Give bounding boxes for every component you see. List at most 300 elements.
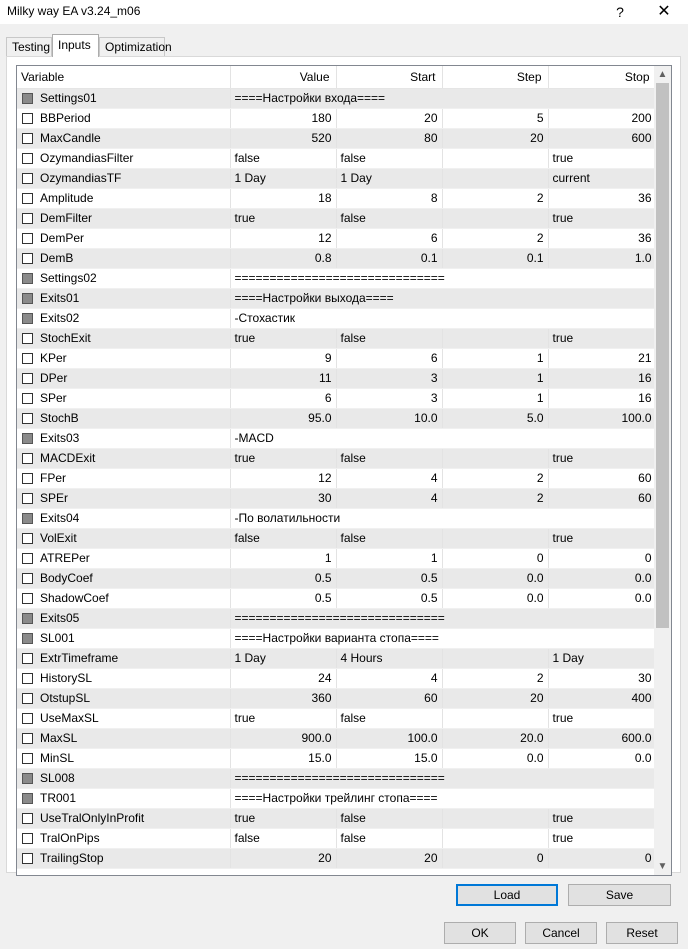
stop-cell[interactable]: 0.0 [548,588,656,608]
value-cell[interactable]: 1 [230,548,336,568]
variable-name: TralOnPips [40,831,100,845]
cancel-button[interactable]: Cancel [525,922,597,944]
variable-cell[interactable] [17,268,230,288]
variable-cell[interactable] [17,468,230,488]
step-cell[interactable]: 5.0 [442,408,548,428]
table-row[interactable] [17,628,656,648]
variable-cell[interactable] [17,688,230,708]
variable-cell[interactable] [17,248,230,268]
variable-cell[interactable] [17,568,230,588]
variable-name: Exits05 [40,611,80,625]
optimize-checkbox[interactable] [22,193,33,204]
start-cell[interactable]: 4 Hours [336,648,442,668]
variable-cell[interactable] [17,508,230,528]
value-cell[interactable]: 6 [230,388,336,408]
optimize-checkbox [22,433,33,444]
value-cell[interactable]: -По волатильности [230,508,656,528]
variable-name: StochB [40,411,79,425]
stop-cell[interactable]: true [548,708,656,728]
table-body [17,88,656,868]
variable-cell[interactable] [17,388,230,408]
stop-cell[interactable]: 16 [548,368,656,388]
variable-cell[interactable] [17,128,230,148]
table-row[interactable] [17,508,656,528]
table-row[interactable] [17,688,656,708]
optimize-checkbox[interactable] [22,333,33,344]
table-row[interactable] [17,728,656,748]
value-cell[interactable]: 9 [230,348,336,368]
variable-name: DemPer [40,231,85,245]
start-cell[interactable]: 4 [336,488,442,508]
stop-cell[interactable]: 16 [548,388,656,408]
value-cell[interactable]: 11 [230,368,336,388]
variable-name: OzymandiasTF [40,171,122,185]
start-cell[interactable]: 3 [336,368,442,388]
table-row[interactable] [17,608,656,628]
variable-cell[interactable] [17,588,230,608]
optimize-checkbox [22,773,33,784]
variable-cell[interactable] [17,788,230,808]
variable-cell[interactable] [17,288,230,308]
ok-button[interactable]: OK [444,922,516,944]
variable-cell[interactable] [17,348,230,368]
optimize-checkbox[interactable] [22,453,33,464]
start-cell[interactable]: 0.5 [336,588,442,608]
optimize-checkbox[interactable] [22,833,33,844]
start-cell[interactable]: 1 [336,548,442,568]
optimize-checkbox[interactable] [22,253,33,264]
table-row[interactable] [17,268,656,288]
variable-name: SPEr [40,491,69,505]
variable-name: UseMaxSL [40,711,99,725]
step-cell[interactable]: 0 [442,548,548,568]
stop-cell[interactable]: true [548,828,656,848]
step-cell[interactable]: 20 [442,688,548,708]
step-cell[interactable]: 1 [442,348,548,368]
variable-cell[interactable] [17,488,230,508]
optimize-checkbox[interactable] [22,153,33,164]
optimize-checkbox [22,93,33,104]
value-cell[interactable]: 520 [230,128,336,148]
value-cell[interactable]: 180 [230,108,336,128]
optimize-checkbox[interactable] [22,853,33,864]
variable-name: Exits02 [40,311,80,325]
column-header-value[interactable]: Value [230,66,336,88]
table-row[interactable] [17,208,656,228]
start-cell[interactable]: false [336,328,442,348]
value-cell[interactable]: false [230,148,336,168]
stop-cell[interactable]: 1 Day [548,648,656,668]
variable-name: MinSL [40,751,75,765]
table-row[interactable] [17,848,656,868]
stop-cell[interactable]: current [548,168,656,188]
table-row[interactable] [17,228,656,248]
grid-table-area [17,66,656,875]
start-cell[interactable]: 4 [336,468,442,488]
variable-cell[interactable] [17,108,230,128]
start-cell[interactable]: false [336,828,442,848]
stop-cell[interactable]: 200 [548,108,656,128]
variable-name: Exits03 [40,431,80,445]
table-row[interactable] [17,788,656,808]
start-cell[interactable]: false [336,528,442,548]
table-row[interactable] [17,468,656,488]
step-cell[interactable]: 2 [442,668,548,688]
table-row[interactable] [17,648,656,668]
optimize-checkbox[interactable] [22,673,33,684]
variable-name: HistorySL [40,671,93,685]
variable-cell[interactable] [17,88,230,108]
step-cell[interactable]: 0.0 [442,568,548,588]
value-cell[interactable]: 900.0 [230,728,336,748]
variable-cell[interactable] [17,728,230,748]
start-cell[interactable]: 100.0 [336,728,442,748]
start-cell[interactable]: 0.5 [336,568,442,588]
tab-inputs[interactable]: Inputs [52,34,99,57]
tab-optimization[interactable]: Optimization [99,37,165,56]
stop-cell[interactable]: 0.0 [548,568,656,588]
step-cell[interactable]: 1 [442,368,548,388]
stop-cell[interactable]: 21 [548,348,656,368]
variable-name: MaxSL [40,731,78,745]
value-cell[interactable]: 12 [230,468,336,488]
value-cell[interactable]: true [230,708,336,728]
optimize-checkbox [22,293,33,304]
stop-cell[interactable]: 100.0 [548,408,656,428]
optimize-checkbox [22,793,33,804]
variable-name: ExtrTimeframe [40,651,119,665]
table-row[interactable] [17,668,656,688]
value-cell[interactable]: false [230,828,336,848]
variable-name: Settings01 [40,91,97,105]
step-cell[interactable]: 0.0 [442,588,548,608]
help-button[interactable]: ? [616,4,624,20]
stop-cell[interactable]: 600.0 [548,728,656,748]
value-cell[interactable]: -Стохастик [230,308,656,328]
table-row[interactable] [17,748,656,768]
stop-cell[interactable]: 36 [548,188,656,208]
variable-cell[interactable] [17,648,230,668]
variable-cell[interactable] [17,228,230,248]
stop-cell[interactable]: 0 [548,548,656,568]
table-row[interactable] [17,348,656,368]
value-cell[interactable]: ====Настройки варианта стопа==== [230,628,656,648]
variable-name: BBPeriod [40,111,91,125]
optimize-checkbox[interactable] [22,373,33,384]
variable-name: Exits04 [40,511,80,525]
step-cell[interactable] [442,808,548,828]
variable-name: SL001 [40,631,75,645]
table-row[interactable] [17,828,656,848]
start-cell[interactable]: false [336,808,442,828]
table-row[interactable] [17,148,656,168]
stop-cell[interactable]: 600 [548,128,656,148]
tab-testing[interactable]: Testing [6,37,52,56]
step-cell[interactable] [442,148,548,168]
variable-name: DemFilter [40,211,93,225]
table-row[interactable] [17,168,656,188]
variable-cell[interactable] [17,608,230,628]
start-cell[interactable]: 20 [336,108,442,128]
stop-cell[interactable]: 60 [548,488,656,508]
variable-cell[interactable] [17,368,230,388]
step-cell[interactable] [442,448,548,468]
table-row[interactable] [17,488,656,508]
value-cell[interactable]: ============================== [230,768,656,788]
table-row[interactable] [17,288,656,308]
value-cell[interactable]: 0.8 [230,248,336,268]
step-cell[interactable] [442,528,548,548]
value-cell[interactable]: true [230,808,336,828]
start-cell[interactable]: 80 [336,128,442,148]
value-cell[interactable]: 0.5 [230,588,336,608]
value-cell[interactable]: 20 [230,848,336,868]
title-bar [0,0,688,24]
step-cell[interactable]: 2 [442,228,548,248]
stop-cell[interactable]: true [548,208,656,228]
value-cell[interactable]: ====Настройки выхода==== [230,288,656,308]
column-header-variable[interactable]: Variable [17,66,230,88]
optimize-checkbox [22,513,33,524]
optimize-checkbox[interactable] [22,573,33,584]
value-cell[interactable]: 12 [230,228,336,248]
optimize-checkbox[interactable] [22,413,33,424]
table-row[interactable] [17,588,656,608]
variable-name: FPer [40,471,67,485]
stop-cell[interactable]: 0.0 [548,748,656,768]
start-cell[interactable]: 60 [336,688,442,708]
inputs-table [17,66,656,869]
step-cell[interactable]: 2 [442,488,548,508]
variable-cell[interactable] [17,548,230,568]
step-cell[interactable] [442,708,548,728]
column-header-start[interactable]: Start [336,66,442,88]
optimize-checkbox[interactable] [22,113,33,124]
stop-cell[interactable]: 30 [548,668,656,688]
stop-cell[interactable]: 36 [548,228,656,248]
table-row[interactable] [17,188,656,208]
variable-name: ATREPer [40,551,90,565]
value-cell[interactable]: true [230,328,336,348]
value-cell[interactable]: 18 [230,188,336,208]
scrollbar-thumb[interactable] [656,83,669,628]
stop-cell[interactable]: true [548,328,656,348]
table-row[interactable] [17,768,656,788]
variable-name: Amplitude [40,191,94,205]
optimize-checkbox[interactable] [22,553,33,564]
variable-cell[interactable] [17,768,230,788]
variable-name: SL008 [40,771,75,785]
start-cell[interactable]: 15.0 [336,748,442,768]
variable-cell[interactable] [17,148,230,168]
variable-cell[interactable] [17,708,230,728]
value-cell[interactable]: 15.0 [230,748,336,768]
optimize-checkbox[interactable] [22,653,33,664]
variable-cell[interactable] [17,168,230,188]
optimize-checkbox[interactable] [22,533,33,544]
start-cell[interactable]: false [336,448,442,468]
stop-cell[interactable]: 1.0 [548,248,656,268]
start-cell[interactable]: 4 [336,668,442,688]
value-cell[interactable]: 360 [230,688,336,708]
optimize-checkbox[interactable] [22,593,33,604]
optimize-checkbox[interactable] [22,473,33,484]
table-row[interactable] [17,388,656,408]
optimize-checkbox [22,273,33,284]
variable-name: VolExit [40,531,77,545]
variable-cell[interactable] [17,628,230,648]
stop-cell[interactable]: true [548,528,656,548]
optimize-checkbox[interactable] [22,353,33,364]
variable-cell[interactable] [17,408,230,428]
variable-name: KPer [40,351,67,365]
optimize-checkbox[interactable] [22,813,33,824]
table-row[interactable] [17,448,656,468]
value-cell[interactable]: 0.5 [230,568,336,588]
variable-cell[interactable] [17,448,230,468]
stop-cell[interactable]: 0 [548,848,656,868]
optimize-checkbox[interactable] [22,173,33,184]
close-button[interactable]: ✕ [657,3,671,20]
stop-cell[interactable]: 60 [548,468,656,488]
step-cell[interactable] [442,208,548,228]
variable-name: MACDExit [40,451,96,465]
variable-cell[interactable] [17,848,230,868]
load-button[interactable]: Load [456,884,558,906]
table-row[interactable] [17,128,656,148]
step-cell[interactable] [442,168,548,188]
step-cell[interactable] [442,328,548,348]
table-row[interactable] [17,708,656,728]
table-row[interactable] [17,808,656,828]
column-header-row [17,66,656,88]
optimize-checkbox [22,313,33,324]
optimize-checkbox[interactable] [22,213,33,224]
value-cell[interactable]: 24 [230,668,336,688]
reset-button[interactable]: Reset [606,922,678,944]
optimize-checkbox[interactable] [22,133,33,144]
table-row[interactable] [17,328,656,348]
value-cell[interactable]: 95.0 [230,408,336,428]
start-cell[interactable]: 10.0 [336,408,442,428]
vertical-scrollbar[interactable] [654,66,671,875]
variable-cell[interactable] [17,208,230,228]
stop-cell[interactable]: true [548,808,656,828]
variable-cell[interactable] [17,428,230,448]
value-cell[interactable]: 1 Day [230,168,336,188]
step-cell[interactable]: 1 [442,388,548,408]
variable-name: BodyCoef [40,571,93,585]
step-cell[interactable]: 2 [442,188,548,208]
start-cell[interactable]: 1 Day [336,168,442,188]
optimize-checkbox [22,633,33,644]
table-row[interactable] [17,88,656,108]
start-cell[interactable]: 0.1 [336,248,442,268]
variable-cell[interactable] [17,668,230,688]
variable-name: MaxCandle [40,131,101,145]
scroll-up-arrow-icon[interactable]: ▲ [657,69,668,80]
stop-cell[interactable]: true [548,448,656,468]
variable-cell[interactable] [17,748,230,768]
column-header-stop[interactable]: Stop [548,66,656,88]
start-cell[interactable]: 6 [336,348,442,368]
stop-cell[interactable]: 400 [548,688,656,708]
variable-name: DemB [40,251,74,265]
variable-cell[interactable] [17,188,230,208]
value-cell[interactable]: ====Настройки входа==== [230,88,656,108]
start-cell[interactable]: 8 [336,188,442,208]
save-button[interactable]: Save [568,884,671,906]
column-header-step[interactable]: Step [442,66,548,88]
value-cell[interactable]: true [230,448,336,468]
step-cell[interactable]: 0 [442,848,548,868]
value-cell[interactable]: 30 [230,488,336,508]
variable-name: TrailingStop [40,851,104,865]
start-cell[interactable]: false [336,148,442,168]
optimize-checkbox[interactable] [22,493,33,504]
value-cell[interactable]: 1 Day [230,648,336,668]
variable-cell[interactable] [17,528,230,548]
start-cell[interactable]: 3 [336,388,442,408]
step-cell[interactable]: 2 [442,468,548,488]
step-cell[interactable]: 0.0 [442,748,548,768]
optimize-checkbox[interactable] [22,693,33,704]
scroll-down-arrow-icon[interactable]: ▼ [657,861,668,872]
optimize-checkbox[interactable] [22,733,33,744]
variable-cell[interactable] [17,828,230,848]
value-cell[interactable]: ============================== [230,608,656,628]
table-row[interactable] [17,408,656,428]
variable-name: TR001 [40,791,77,805]
variable-cell[interactable] [17,808,230,828]
variable-name: OzymandiasFilter [40,151,134,165]
optimize-checkbox[interactable] [22,713,33,724]
start-cell[interactable]: 20 [336,848,442,868]
variable-name: UseTralOnlyInProfit [40,811,145,825]
start-cell[interactable]: 6 [336,228,442,248]
table-row[interactable] [17,368,656,388]
step-cell[interactable]: 0.1 [442,248,548,268]
variable-name: OtstupSL [40,691,91,705]
table-row[interactable] [17,428,656,448]
step-cell[interactable]: 20 [442,128,548,148]
table-row[interactable] [17,308,656,328]
value-cell[interactable]: true [230,208,336,228]
variable-name: Settings02 [40,271,97,285]
optimize-checkbox[interactable] [22,233,33,244]
value-cell[interactable]: false [230,528,336,548]
optimize-checkbox[interactable] [22,393,33,404]
stop-cell[interactable]: true [548,148,656,168]
table-row[interactable] [17,248,656,268]
table-row[interactable] [17,548,656,568]
value-cell[interactable]: -MACD [230,428,656,448]
variable-cell[interactable] [17,328,230,348]
value-cell[interactable]: ====Настройки трейлинг стопа==== [230,788,656,808]
table-row[interactable] [17,528,656,548]
table-row[interactable] [17,568,656,588]
step-cell[interactable] [442,648,548,668]
value-cell[interactable]: ============================== [230,268,656,288]
variable-cell[interactable] [17,308,230,328]
table-row[interactable] [17,108,656,128]
step-cell[interactable] [442,828,548,848]
optimize-checkbox[interactable] [22,753,33,764]
start-cell[interactable]: false [336,208,442,228]
step-cell[interactable]: 20.0 [442,728,548,748]
start-cell[interactable]: false [336,708,442,728]
step-cell[interactable]: 5 [442,108,548,128]
